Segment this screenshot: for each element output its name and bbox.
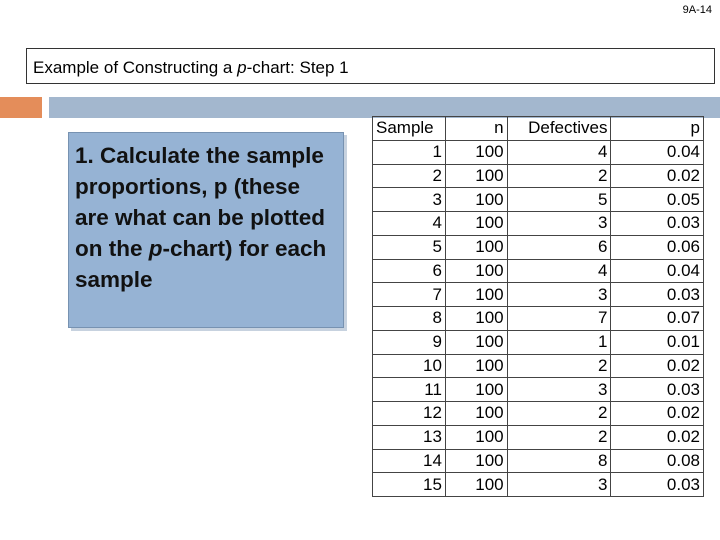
cell-n: 100 xyxy=(445,473,507,497)
cell-defectives: 3 xyxy=(507,473,611,497)
cell-defectives: 4 xyxy=(507,140,611,164)
header-defectives: Defectives xyxy=(507,117,611,141)
cell-defectives: 8 xyxy=(507,449,611,473)
cell-p: 0.02 xyxy=(611,425,704,449)
cell-p: 0.05 xyxy=(611,188,704,212)
cell-p: 0.04 xyxy=(611,140,704,164)
cell-p: 0.08 xyxy=(611,449,704,473)
cell-defectives: 1 xyxy=(507,330,611,354)
slide-title xyxy=(33,58,349,78)
cell-sample: 3 xyxy=(373,188,446,212)
table-row xyxy=(373,283,704,307)
cell-defectives: 2 xyxy=(507,425,611,449)
cell-p: 0.02 xyxy=(611,164,704,188)
table-row xyxy=(373,188,704,212)
cell-n: 100 xyxy=(445,164,507,188)
cell-sample: 5 xyxy=(373,235,446,259)
callout-text-after: -chart) for each sample xyxy=(75,236,327,292)
table-row xyxy=(373,425,704,449)
header-p: p xyxy=(611,117,704,141)
cell-sample: 7 xyxy=(373,283,446,307)
accent-bar-blue xyxy=(49,97,720,118)
cell-n: 100 xyxy=(445,402,507,426)
cell-n: 100 xyxy=(445,378,507,402)
header-n: n xyxy=(445,117,507,141)
cell-defectives: 3 xyxy=(507,212,611,236)
cell-p: 0.02 xyxy=(611,402,704,426)
data-table xyxy=(372,116,704,497)
cell-p: 0.07 xyxy=(611,307,704,331)
table-row xyxy=(373,235,704,259)
cell-p: 0.03 xyxy=(611,378,704,402)
cell-defectives: 4 xyxy=(507,259,611,283)
cell-p: 0.02 xyxy=(611,354,704,378)
cell-defectives: 3 xyxy=(507,283,611,307)
table-row xyxy=(373,164,704,188)
cell-sample: 11 xyxy=(373,378,446,402)
cell-n: 100 xyxy=(445,212,507,236)
cell-sample: 12 xyxy=(373,402,446,426)
table-header-row xyxy=(373,117,704,141)
table-row xyxy=(373,449,704,473)
cell-n: 100 xyxy=(445,307,507,331)
callout-text xyxy=(75,140,337,295)
table-row xyxy=(373,402,704,426)
cell-n: 100 xyxy=(445,188,507,212)
cell-defectives: 3 xyxy=(507,378,611,402)
cell-sample: 6 xyxy=(373,259,446,283)
cell-sample: 14 xyxy=(373,449,446,473)
cell-defectives: 2 xyxy=(507,354,611,378)
cell-sample: 9 xyxy=(373,330,446,354)
cell-sample: 4 xyxy=(373,212,446,236)
table-row xyxy=(373,140,704,164)
title-italic-p: p xyxy=(237,58,247,77)
callout-italic-p: p xyxy=(148,236,163,261)
cell-n: 100 xyxy=(445,283,507,307)
table-row xyxy=(373,354,704,378)
accent-bar-orange xyxy=(0,97,42,118)
cell-sample: 10 xyxy=(373,354,446,378)
cell-n: 100 xyxy=(445,425,507,449)
cell-p: 0.04 xyxy=(611,259,704,283)
header-sample: Sample xyxy=(373,117,446,141)
cell-defectives: 5 xyxy=(507,188,611,212)
cell-sample: 1 xyxy=(373,140,446,164)
table-row xyxy=(373,473,704,497)
cell-sample: 2 xyxy=(373,164,446,188)
cell-p: 0.06 xyxy=(611,235,704,259)
cell-n: 100 xyxy=(445,259,507,283)
table-row xyxy=(373,378,704,402)
cell-sample: 8 xyxy=(373,307,446,331)
cell-p: 0.03 xyxy=(611,473,704,497)
cell-defectives: 2 xyxy=(507,402,611,426)
cell-n: 100 xyxy=(445,140,507,164)
title-prefix: Example of Constructing a xyxy=(33,58,238,77)
callout-text-before: 1. Calculate the sample proportions, p (these are what can be plotted on the xyxy=(75,143,326,261)
cell-defectives: 6 xyxy=(507,235,611,259)
title-box xyxy=(26,48,715,84)
table-row xyxy=(373,259,704,283)
cell-n: 100 xyxy=(445,330,507,354)
callout-box xyxy=(68,132,344,328)
cell-n: 100 xyxy=(445,235,507,259)
cell-sample: 15 xyxy=(373,473,446,497)
cell-defectives: 2 xyxy=(507,164,611,188)
cell-n: 100 xyxy=(445,449,507,473)
cell-p: 0.03 xyxy=(611,212,704,236)
cell-p: 0.03 xyxy=(611,283,704,307)
table-row xyxy=(373,330,704,354)
cell-p: 0.01 xyxy=(611,330,704,354)
slide-number: 9A-14 xyxy=(682,4,712,16)
title-suffix: -chart: Step 1 xyxy=(246,58,349,77)
table-row xyxy=(373,307,704,331)
table-row xyxy=(373,212,704,236)
cell-defectives: 7 xyxy=(507,307,611,331)
cell-sample: 13 xyxy=(373,425,446,449)
cell-n: 100 xyxy=(445,354,507,378)
